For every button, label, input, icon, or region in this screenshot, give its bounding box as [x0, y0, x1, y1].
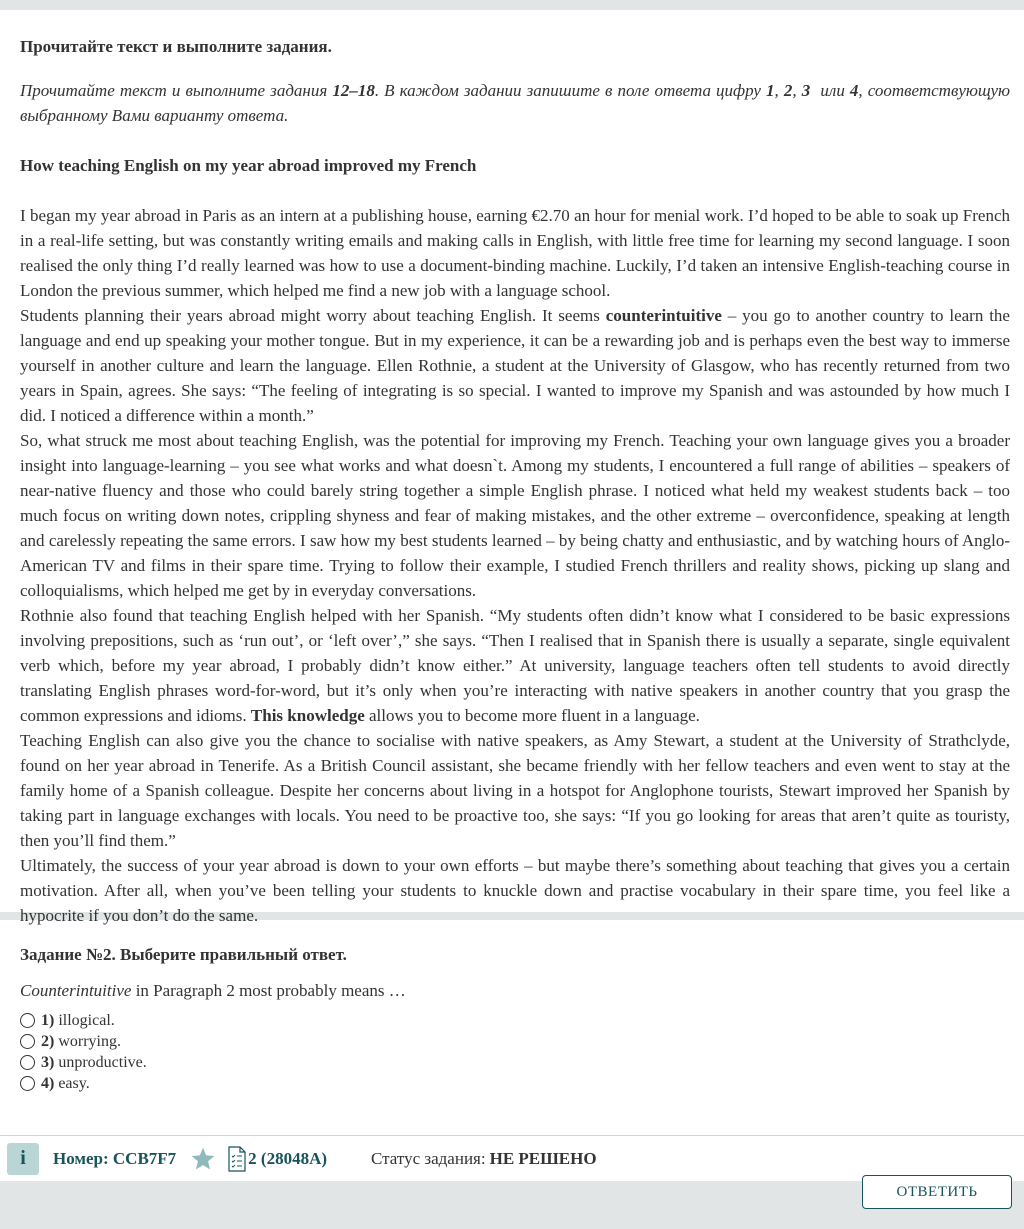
- task-section: [0, 920, 1024, 1135]
- variant-link[interactable]: 2 (28048A): [248, 1148, 328, 1168]
- instructions-sep: ,: [792, 81, 802, 100]
- instructions-sep: ,: [774, 81, 784, 100]
- task-status: [371, 1149, 597, 1169]
- answer-option-3[interactable]: [20, 1052, 1004, 1073]
- instructions-text: , соответствующую выбранному Вами варианту ответа.: [20, 81, 1010, 125]
- paragraph-text: Rothnie also found that teaching English helped with her Spanish. “My students often didn’t know what I considered to be basic expressions involving prepositions, such as ‘run out’, or ‘left over’,” she says. “Then I realised that in Spanish there is usually a separate, single equivalent verb which, before my year abroad, I probably didn’t know either.” At university, language teachers often tell students to avoid directly translating English phrases word-for-word, but it’s only when you’re interacting with native speakers in another country that you grasp the common expressions and idioms.: [20, 606, 1010, 725]
- task-question: [20, 980, 1004, 1002]
- top-band: [0, 0, 1024, 10]
- answer-option-4[interactable]: [20, 1073, 1004, 1094]
- passage-instructions: [20, 78, 1010, 128]
- option-text: unproductive.: [58, 1054, 147, 1071]
- instructions-digit: 1: [766, 81, 775, 100]
- instructions-text: Прочитайте текст и выполните задания: [20, 81, 333, 100]
- bottom-bar: [0, 1181, 1024, 1209]
- paragraph-text: allows you to become more fluent in a language.: [364, 706, 700, 725]
- document-list-icon[interactable]: [228, 1146, 246, 1172]
- task-number: Номер: CCB7F7: [53, 1148, 177, 1168]
- instructions-digit: 4: [849, 81, 859, 100]
- star-icon[interactable]: [190, 1146, 216, 1172]
- paragraph-text: – you go to another country to learn the language and end up speaking your mother tongue. But in my experience, it can be a rewarding job and is perhaps even the best way to immerse yourself in another culture and learn the language. Ellen Rothnie, a student at the University of Glasgow, who has recently returned from two years in Spain, agrees. She says: “The feeling of integrating is so special. I wanted to improve my Spanish and was astounded by how much I did. I noticed a difference within a month.”: [20, 306, 1010, 425]
- question-term: Counterintuitive: [20, 981, 132, 1000]
- instructions-digit: 2: [783, 81, 793, 100]
- radio-button[interactable]: [20, 1013, 35, 1028]
- paragraph-6: Ultimately, the success of your year abroad is down to your own efforts – but maybe there’s something about teaching that gives you a certain motivation. After all, when you’ve been telling your students to knuckle down and practise vocabulary in their spare time, you feel like a hypocrite if you don’t do the same.: [20, 856, 1010, 925]
- radio-button[interactable]: [20, 1055, 35, 1070]
- paragraph-text: Students planning their years abroad might worry about teaching English. It seems: [20, 306, 606, 325]
- instructions-range: 12–18: [332, 81, 375, 100]
- paragraph-1: I began my year abroad in Paris as an intern at a publishing house, earning €2.70 an hour for menial work. I’d hoped to be able to soak up French in a real-life setting, but was constantly writing emails and making calls in English, with little free time for learning my second language. I soon realised the only thing I’d really learned was how to use a document-binding machine. Luckily, I’d taken an intensive English-teaching course in London the previous summer, which helped me find a new job with a language school.: [20, 206, 1010, 300]
- paragraph-2: [20, 303, 1010, 428]
- option-number: 1): [41, 1012, 55, 1029]
- info-icon[interactable]: i: [7, 1143, 39, 1175]
- radio-button[interactable]: [20, 1076, 35, 1091]
- option-text: worrying.: [58, 1033, 121, 1050]
- status-value: НЕ РЕШЕНО: [489, 1148, 597, 1168]
- instructions-text: . В каждом задании запишите в поле ответа цифру: [374, 81, 767, 100]
- option-text: illogical.: [58, 1012, 115, 1029]
- highlighted-phrase: This knowledge: [250, 706, 365, 725]
- instructions-digit: 3: [801, 81, 811, 100]
- option-number: 4): [41, 1075, 55, 1092]
- passage-heading: Прочитайте текст и выполните задания.: [20, 37, 332, 56]
- radio-button[interactable]: [20, 1034, 35, 1049]
- status-label: Статус задания:: [371, 1148, 486, 1168]
- answer-option-1[interactable]: [20, 1010, 1004, 1031]
- paragraph-4: [20, 603, 1010, 728]
- answer-option-2[interactable]: [20, 1031, 1004, 1052]
- task-heading: Задание №2. Выберите правильный ответ.: [20, 945, 347, 964]
- option-text: easy.: [58, 1075, 90, 1092]
- option-number: 2): [41, 1033, 55, 1050]
- highlighted-word: counterintuitive: [605, 306, 722, 325]
- answer-button[interactable]: ОТВЕТИТЬ: [862, 1175, 1012, 1209]
- option-number: 3): [41, 1054, 55, 1071]
- paragraph-5: Teaching English can also give you the chance to socialise with native speakers, as Amy Stewart, a student at the University of Strathclyde, found on her year abroad in Tenerife. As a British Council assistant, she became friendly with her fellow teachers and even went to stay at the family home of a Spanish colleague. Despite her concerns about living in a hotspot for Anglophone tourists, Stewart improved her Spanish by taking part in language exchanges with locals. You need to be proactive too, she says: “If you go looking for areas that aren’t quite as touristy, then you’ll find them.”: [20, 731, 1010, 850]
- article-title: How teaching English on my year abroad improved my French: [20, 156, 477, 175]
- reading-passage: [0, 10, 1024, 925]
- answer-options: [20, 1010, 1004, 1094]
- instructions-sep: или: [810, 81, 850, 100]
- paragraph-3: So, what struck me most about teaching English, was the potential for improving my French. Teaching your own language gives you a broader insight into language-learning – you see what works and what doesn`t. Among my students, I encountered a full range of abilities – speakers of near-native fluency and those who could barely string together a simple English phrase. I noticed what held my weakest students back – too much focus on writing down notes, crippling shyness and fear of making mistakes, and the other extreme – overconfidence, speaking at length and carelessly repeating the same errors. I saw how my best students learned – by being chatty and enthusiastic, and by watching hours of Anglo-American TV and films in their spare time. Trying to follow their example, I studied French thrillers and reality shows, picking up slang and colloquialisms, which helped me get by in everyday conversations.: [20, 431, 1010, 600]
- question-text: in Paragraph 2 most probably means …: [131, 981, 406, 1000]
